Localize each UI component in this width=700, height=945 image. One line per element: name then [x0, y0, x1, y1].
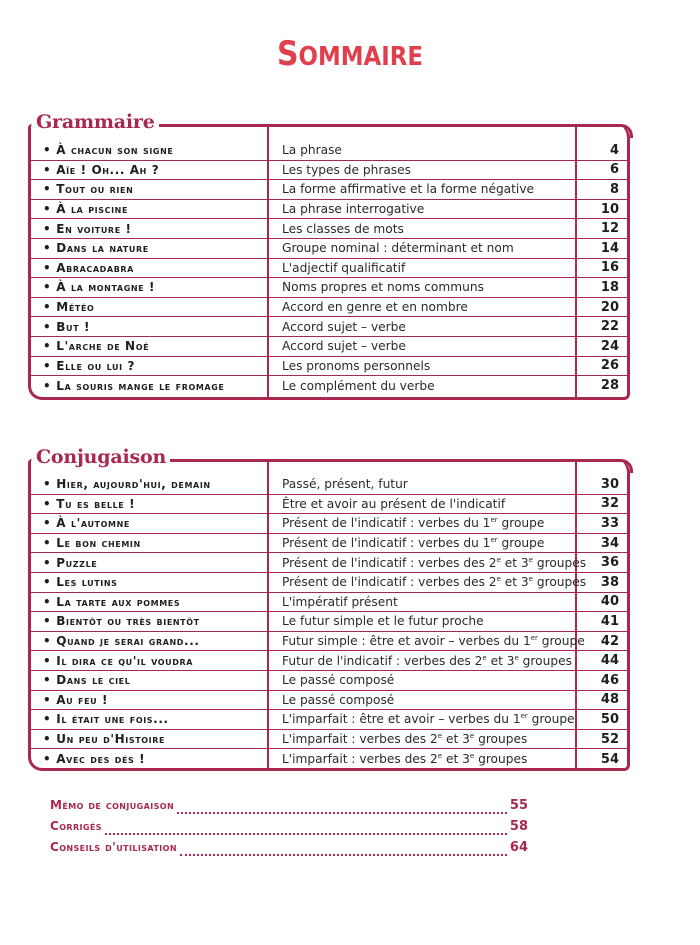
toc-row[interactable]	[31, 317, 627, 337]
lesson-title-text: La tarte aux pommes	[56, 594, 181, 609]
bullet-icon: •	[43, 653, 52, 668]
frame-top-border	[158, 459, 620, 462]
page-number: 10	[600, 201, 619, 217]
bullet-icon: •	[43, 614, 52, 629]
bullet-icon: •	[43, 692, 52, 707]
bullet-icon: •	[43, 712, 52, 727]
page-number: 36	[600, 555, 619, 571]
page-number: 6	[609, 162, 619, 178]
lesson-title	[31, 359, 267, 373]
lesson-title	[31, 182, 267, 196]
lesson-title	[31, 654, 267, 668]
page-number: 48	[600, 692, 619, 708]
lesson-title-text: Elle ou lui ?	[56, 358, 136, 373]
lesson-topic: La phrase interrogative	[282, 202, 425, 217]
frame-top-border	[158, 124, 620, 127]
page-number: 38	[600, 574, 619, 590]
bullet-icon: •	[43, 496, 52, 511]
appendix-label: Mémo de conjugaison	[50, 798, 175, 812]
page-number: 44	[600, 653, 619, 669]
appendix-label: Corrigés	[50, 819, 102, 833]
bullet-icon: •	[43, 300, 52, 315]
page-number: 41	[600, 613, 619, 629]
page-number: 28	[600, 378, 619, 394]
bullet-icon: •	[43, 202, 52, 217]
toc-row[interactable]	[31, 357, 627, 377]
lesson-topic: La forme affirmative et la forme négative	[282, 182, 535, 197]
lesson-title	[31, 575, 267, 589]
appendix-list	[50, 798, 528, 861]
lesson-topic: Le passé composé	[282, 673, 395, 688]
toc-row[interactable]	[31, 514, 627, 534]
toc-row[interactable]	[31, 298, 627, 318]
conjugaison-rows	[31, 475, 627, 769]
page-number: 22	[600, 319, 619, 335]
lesson-title	[31, 614, 267, 628]
lesson-title-text: Dans le ciel	[56, 673, 131, 688]
toc-row[interactable]	[31, 200, 627, 220]
lesson-title-text: Abracadabra	[56, 260, 134, 275]
toc-row[interactable]	[31, 161, 627, 181]
lesson-topic: L'imparfait : être et avoir – verbes du 1er groupe	[282, 712, 575, 727]
lesson-title	[31, 556, 267, 570]
page-title: SOMMAIRE	[276, 34, 424, 74]
lesson-topic: Présent de l'indicatif : verbes du 1er groupe	[282, 516, 545, 531]
bullet-icon: •	[43, 634, 52, 649]
page-number: 8	[609, 181, 619, 197]
bullet-icon: •	[43, 143, 52, 158]
lesson-title	[31, 320, 267, 334]
page-number: 32	[600, 496, 619, 512]
appendix-item[interactable]	[50, 840, 528, 861]
lesson-topic: L'imparfait : verbes des 2e et 3e groupes	[282, 732, 528, 747]
lesson-topic: Passé, présent, futur	[282, 477, 408, 492]
lesson-title	[31, 339, 267, 353]
lesson-topic: L'adjectif qualificatif	[282, 260, 406, 275]
bullet-icon: •	[43, 378, 52, 393]
lesson-title	[31, 241, 267, 255]
toc-row[interactable]	[31, 278, 627, 298]
lesson-topic: Le complément du verbe	[282, 378, 435, 393]
page-number: 30	[600, 476, 619, 492]
lesson-title	[31, 202, 267, 216]
lesson-topic: L'imparfait : verbes des 2e et 3e groupes	[282, 752, 528, 767]
lesson-title	[31, 280, 267, 294]
toc-row[interactable]	[31, 475, 627, 495]
lesson-title	[31, 536, 267, 550]
section-heading: Conjugaison	[36, 446, 170, 468]
lesson-title-text: À chacun son signe	[56, 143, 174, 158]
lesson-topic: La phrase	[282, 143, 342, 158]
lesson-title-text: Avec des dés !	[56, 752, 146, 767]
lesson-topic: Les classes de mots	[282, 221, 404, 236]
lesson-title-text: Il était une fois...	[56, 712, 169, 727]
toc-row[interactable]	[31, 710, 627, 730]
toc-row[interactable]	[31, 553, 627, 573]
grammaire-rows	[31, 141, 627, 396]
lesson-title	[31, 595, 267, 609]
dot-leader	[177, 812, 507, 814]
toc-row[interactable]	[31, 632, 627, 652]
bullet-icon: •	[43, 732, 52, 747]
lesson-title-text: But !	[56, 319, 91, 334]
page-number: 12	[600, 221, 619, 237]
bullet-icon: •	[43, 575, 52, 590]
lesson-title	[31, 673, 267, 687]
lesson-topic: Futur de l'indicatif : verbes des 2e et 3e groupes	[282, 653, 572, 668]
lesson-topic: Les pronoms personnels	[282, 358, 431, 373]
page-number: 26	[600, 358, 619, 374]
lesson-title-text: La souris mange le fromage	[56, 378, 225, 393]
page-number: 52	[600, 731, 619, 747]
bullet-icon: •	[43, 241, 52, 256]
lesson-topic: Accord sujet – verbe	[282, 319, 406, 334]
lesson-title-text: À la montagne !	[56, 280, 156, 295]
appendix-page: 64	[509, 840, 528, 855]
lesson-topic: Être et avoir au présent de l'indicatif	[282, 496, 506, 511]
lesson-title	[31, 163, 267, 177]
page-number: 20	[600, 299, 619, 315]
toc-row[interactable]	[31, 691, 627, 711]
toc-row[interactable]	[31, 337, 627, 357]
page-number: 33	[600, 515, 619, 531]
appendix-page: 58	[509, 819, 528, 834]
toc-row[interactable]	[31, 259, 627, 279]
toc-row[interactable]	[31, 593, 627, 613]
bullet-icon: •	[43, 162, 52, 177]
page-number: 14	[600, 240, 619, 256]
bullet-icon: •	[43, 260, 52, 275]
toc-row[interactable]	[31, 671, 627, 691]
toc-row[interactable]	[31, 612, 627, 632]
lesson-title-text: Météo	[56, 300, 95, 315]
page-number: 54	[600, 751, 619, 767]
lesson-title-text: À la piscine	[56, 202, 129, 217]
bullet-icon: •	[43, 673, 52, 688]
lesson-title-text: Un peu d'Histoire	[56, 732, 166, 747]
lesson-topic: Accord en genre et en nombre	[282, 300, 468, 315]
appendix-page: 55	[509, 798, 528, 813]
bullet-icon: •	[43, 555, 52, 570]
lesson-title	[31, 143, 267, 157]
lesson-title	[31, 497, 267, 511]
lesson-title	[31, 300, 267, 314]
toc-row[interactable]	[31, 180, 627, 200]
page-number: 50	[600, 711, 619, 727]
bullet-icon: •	[43, 221, 52, 236]
lesson-title-text: Il dira ce qu'il voudra	[56, 653, 194, 668]
toc-row[interactable]	[31, 239, 627, 259]
page-number: 4	[609, 142, 619, 158]
lesson-topic: Présent de l'indicatif : verbes du 1er groupe	[282, 536, 545, 551]
lesson-topic: Le futur simple et le futur proche	[282, 614, 484, 629]
lesson-title	[31, 732, 267, 746]
toc-row[interactable]	[31, 730, 627, 750]
lesson-title-text: Aïe ! Oh... Ah ?	[56, 162, 160, 177]
toc-row[interactable]	[31, 376, 627, 396]
bullet-icon: •	[43, 358, 52, 373]
lesson-title-text: Puzzle	[56, 555, 98, 570]
toc-row[interactable]	[31, 141, 627, 161]
page-number: 40	[600, 594, 619, 610]
lesson-title	[31, 261, 267, 275]
lesson-title	[31, 379, 267, 393]
bullet-icon: •	[43, 752, 52, 767]
appendix-label: Conseils d'utilisation	[50, 840, 177, 854]
lesson-title-text: Quand je serai grand...	[56, 634, 200, 649]
page-number: 34	[600, 535, 619, 551]
lesson-topic: L'impératif présent	[282, 594, 398, 609]
bullet-icon: •	[43, 339, 52, 354]
toc-row[interactable]	[31, 219, 627, 239]
lesson-topic: Présent de l'indicatif : verbes des 2e et 3e groupes	[282, 575, 587, 590]
lesson-title	[31, 712, 267, 726]
page-number: 18	[600, 279, 619, 295]
lesson-title	[31, 477, 267, 491]
lesson-title-text: Bientôt ou très bientôt	[56, 614, 200, 629]
toc-row[interactable]	[31, 495, 627, 515]
lesson-topic: Présent de l'indicatif : verbes des 2e et 3e groupes	[282, 555, 587, 570]
lesson-topic: Accord sujet – verbe	[282, 339, 406, 354]
section-conjugaison	[28, 446, 630, 771]
bullet-icon: •	[43, 280, 52, 295]
page-number: 16	[600, 260, 619, 276]
section-heading: Grammaire	[36, 111, 159, 133]
appendix-item[interactable]	[50, 819, 528, 840]
frame-corner	[619, 124, 633, 138]
section-grammaire	[28, 111, 630, 400]
page-number: 46	[600, 672, 619, 688]
bullet-icon: •	[43, 594, 52, 609]
lesson-title-text: Les lutins	[56, 575, 118, 590]
lesson-title	[31, 222, 267, 236]
lesson-title-text: Hier, aujourd'hui, demain	[56, 477, 211, 492]
bullet-icon: •	[43, 182, 52, 197]
dot-leader	[105, 833, 507, 835]
lesson-title-text: Dans la nature	[56, 241, 149, 256]
lesson-title-text: Tout ou rien	[56, 182, 134, 197]
lesson-title-text: À l'automne	[56, 516, 130, 531]
toc-row[interactable]	[31, 749, 627, 769]
appendix-item[interactable]	[50, 798, 528, 819]
page-number: 42	[600, 633, 619, 649]
lesson-title	[31, 752, 267, 766]
lesson-title-text: Le bon chemin	[56, 536, 141, 551]
lesson-topic: Groupe nominal : déterminant et nom	[282, 241, 514, 256]
dot-leader	[180, 854, 507, 856]
toc-row[interactable]	[31, 573, 627, 593]
lesson-topic: Futur simple : être et avoir – verbes du 1er groupe	[282, 634, 585, 649]
lesson-title-text: En voiture !	[56, 221, 132, 236]
toc-row[interactable]	[31, 534, 627, 554]
lesson-title	[31, 693, 267, 707]
bullet-icon: •	[43, 536, 52, 551]
lesson-topic: Les types de phrases	[282, 162, 411, 177]
lesson-topic: Noms propres et noms communs	[282, 280, 484, 295]
lesson-title	[31, 516, 267, 530]
bullet-icon: •	[43, 477, 52, 492]
lesson-title-text: Au feu !	[56, 692, 109, 707]
lesson-title-text: L'arche de Noé	[56, 339, 150, 354]
bullet-icon: •	[43, 516, 52, 531]
lesson-topic: Le passé composé	[282, 692, 395, 707]
frame-corner	[619, 459, 633, 473]
page-number: 24	[600, 338, 619, 354]
toc-row[interactable]	[31, 651, 627, 671]
lesson-title	[31, 634, 267, 648]
lesson-title-text: Tu es belle !	[56, 496, 136, 511]
bullet-icon: •	[43, 319, 52, 334]
